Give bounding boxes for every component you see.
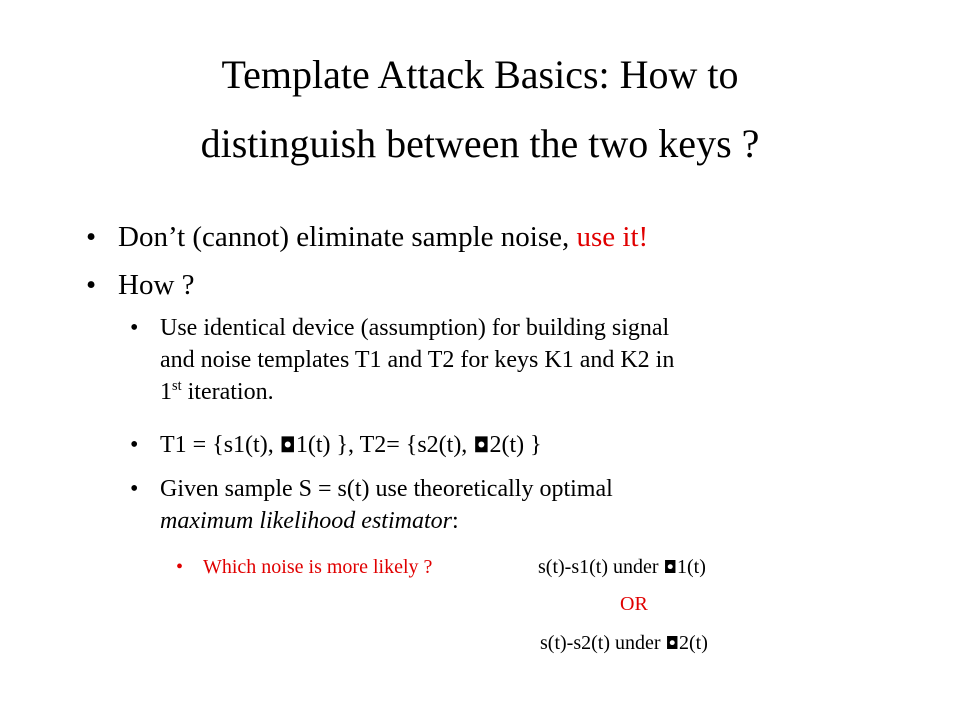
estimator-italic: maximum likelihood estimator — [160, 508, 452, 534]
sub-bullet-identical-device-line3 — [160, 379, 274, 406]
template-t1-text: T1 = {s1(t), — [160, 432, 280, 458]
bullet-how: How ? — [118, 269, 195, 301]
bullet-marker: • — [130, 315, 139, 341]
bullet-use-noise-emphasis: use it! — [576, 221, 649, 253]
option-noise-2 — [540, 632, 708, 655]
slide-title — [0, 40, 960, 178]
bullet-marker: • — [86, 269, 97, 301]
estimator-colon: : — [451, 508, 459, 534]
bullet-marker: • — [176, 556, 184, 578]
noise-symbol-icon: ◘ — [665, 634, 679, 654]
sub-bullet-given-sample-line2 — [160, 508, 459, 535]
bullet-marker: • — [130, 432, 139, 458]
template-t2-text: 1(t) }, T2= {s2(t), — [295, 432, 474, 458]
option-1-text: s(t)-s1(t) under — [538, 556, 664, 578]
iteration-text: iteration. — [181, 379, 274, 405]
bullet-marker: • — [130, 476, 139, 502]
noise-symbol-icon: ◘ — [279, 433, 296, 457]
option-2-text: s(t)-s2(t) under — [540, 632, 666, 654]
bullet-use-noise-text: Don’t (cannot) eliminate sample noise, — [118, 221, 577, 253]
title-line-2: distinguish between the two keys ? — [200, 121, 760, 166]
option-noise-1 — [538, 556, 706, 579]
bullet-use-noise — [118, 221, 648, 254]
noise-symbol-icon: ◘ — [473, 433, 490, 457]
template-end-text: 2(t) } — [489, 432, 542, 458]
sub-bullet-given-sample-line1: Given sample S = s(t) use theoretically optimal — [160, 476, 613, 502]
iteration-ordinal: st — [172, 378, 182, 394]
bullet-marker: • — [86, 221, 97, 253]
option-1-end: 1(t) — [676, 556, 706, 578]
question-which-noise: Which noise is more likely ? — [203, 556, 433, 578]
sub-bullet-identical-device-line2: and noise templates T1 and T2 for keys K1 and K2 in — [160, 347, 675, 373]
noise-symbol-icon: ◘ — [663, 558, 677, 578]
title-line-1: Template Attack Basics: How to — [221, 52, 739, 97]
sub-bullet-templates — [160, 432, 542, 459]
option-2-end: 2(t) — [678, 632, 708, 654]
or-label: OR — [620, 593, 648, 615]
iteration-number: 1 — [160, 379, 172, 405]
sub-bullet-identical-device-line1: Use identical device (assumption) for building signal — [160, 315, 670, 341]
